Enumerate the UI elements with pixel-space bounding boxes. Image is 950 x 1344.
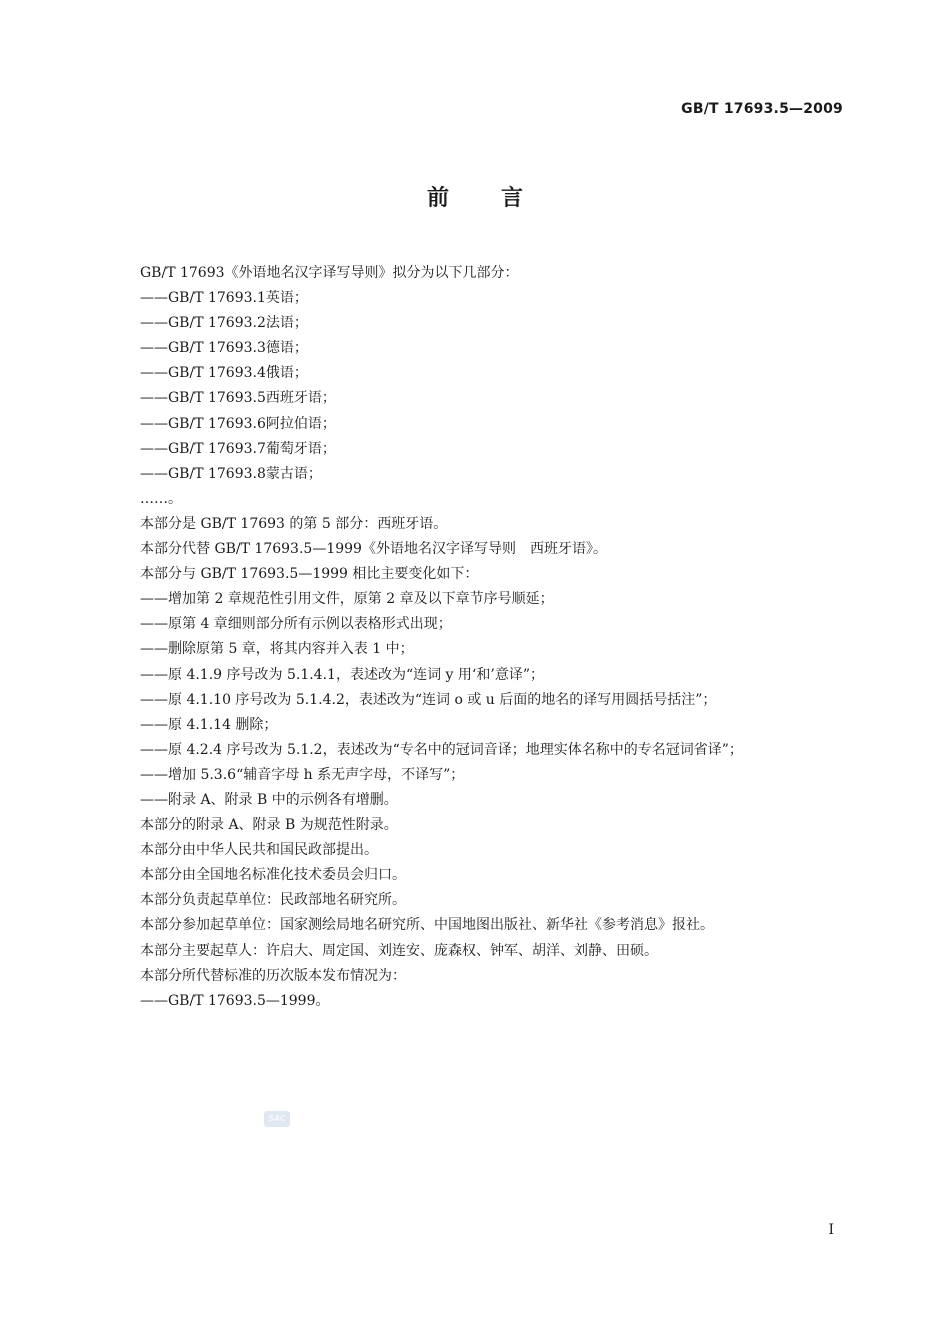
change-item: ——附录 A、附录 B 中的示例各有增删。 <box>140 791 398 808</box>
part-name: 法语； <box>265 315 308 332</box>
part-name: 葡萄牙语； <box>265 440 336 457</box>
part-item <box>140 462 860 487</box>
change-item: ——原 4.1.9 序号改为 5.1.4.1，表述改为“连词 y 用‘和’意译”； <box>140 666 544 683</box>
part-name: 德语； <box>265 340 308 357</box>
paragraph: 本部分由全国地名标准化技术委员会归口。 <box>140 867 406 884</box>
paragraph: 本部分所代替标准的历次版本发布情况为： <box>140 967 406 984</box>
title-char-2: 言 <box>501 186 524 211</box>
part-name: 英语； <box>265 290 308 307</box>
version-item: ——GB/T 17693.5—1999。 <box>140 992 330 1009</box>
paragraph: 本部分与 GB/T 17693.5—1999 相比主要变化如下： <box>140 566 479 583</box>
sac-watermark-logo: SAC <box>264 1111 290 1127</box>
title-char-1: 前 <box>426 186 449 211</box>
part-item <box>140 386 860 411</box>
paragraph: 本部分负责起草单位：民政部地名研究所。 <box>140 892 406 909</box>
header-standard-code: GB/T 17693.5—2009 <box>681 101 843 117</box>
part-name: 俄语； <box>265 365 308 382</box>
part-item <box>140 311 860 336</box>
change-item: ——原 4.1.14 删除； <box>140 716 278 733</box>
paragraph: 本部分是 GB/T 17693 的第 5 部分：西班牙语。 <box>140 515 448 532</box>
change-item: ——原 4.1.10 序号改为 5.1.4.2，表述改为“连词 o 或 u 后面的地名的译写用圆括号括注”； <box>140 691 717 708</box>
change-item: ——原 4.2.4 序号改为 5.1.2，表述改为“专名中的冠词音译；地理实体名称中的专名冠词省译”； <box>140 741 743 758</box>
change-item: ——增加第 2 章规范性引用文件，原第 2 章及以下章节序号顺延； <box>140 591 554 608</box>
paragraph: 本部分的附录 A、附录 B 为规范性附录。 <box>140 817 398 834</box>
part-item <box>140 286 860 311</box>
part-code: ——GB/T 17693.1 <box>140 290 266 307</box>
page-title <box>0 181 950 212</box>
change-item: ——删除原第 5 章，将其内容并入表 1 中； <box>140 641 414 658</box>
paragraph: 本部分主要起草人：许启大、周定国、刘连安、庞森权、钟军、胡洋、刘静、田硕。 <box>140 942 658 959</box>
change-item: ——增加 5.3.6“辅音字母 h 系无声字母，不译写”； <box>140 766 465 783</box>
ellipsis-line: ……。 <box>140 490 182 507</box>
part-code: ——GB/T 17693.8 <box>140 465 266 482</box>
intro-paragraph: GB/T 17693《外语地名汉字译写导则》拟分为以下几部分： <box>140 265 519 281</box>
part-code: ——GB/T 17693.3 <box>140 340 266 357</box>
paragraph: 本部分代替 GB/T 17693.5—1999《外语地名汉字译写导则 西班牙语》。 <box>140 541 607 558</box>
part-item <box>140 412 860 437</box>
change-item: ——原第 4 章细则部分所有示例以表格形式出现； <box>140 616 452 633</box>
part-name: 蒙古语； <box>265 465 322 482</box>
part-name: 阿拉伯语； <box>265 415 336 432</box>
part-name: 西班牙语； <box>265 390 336 407</box>
part-code: ——GB/T 17693.5 <box>140 390 266 407</box>
part-item <box>140 437 860 462</box>
document-body <box>140 261 860 1014</box>
part-item <box>140 336 860 361</box>
part-code: ——GB/T 17693.4 <box>140 365 266 382</box>
part-code: ——GB/T 17693.7 <box>140 440 266 457</box>
paragraph: 本部分参加起草单位：国家测绘局地名研究所、中国地图出版社、新华社《参考消息》报社。 <box>140 917 714 934</box>
part-item <box>140 361 860 386</box>
part-code: ——GB/T 17693.6 <box>140 415 266 432</box>
paragraph: 本部分由中华人民共和国民政部提出。 <box>140 842 378 859</box>
part-code: ——GB/T 17693.2 <box>140 315 266 332</box>
page-number: I <box>828 1222 834 1238</box>
